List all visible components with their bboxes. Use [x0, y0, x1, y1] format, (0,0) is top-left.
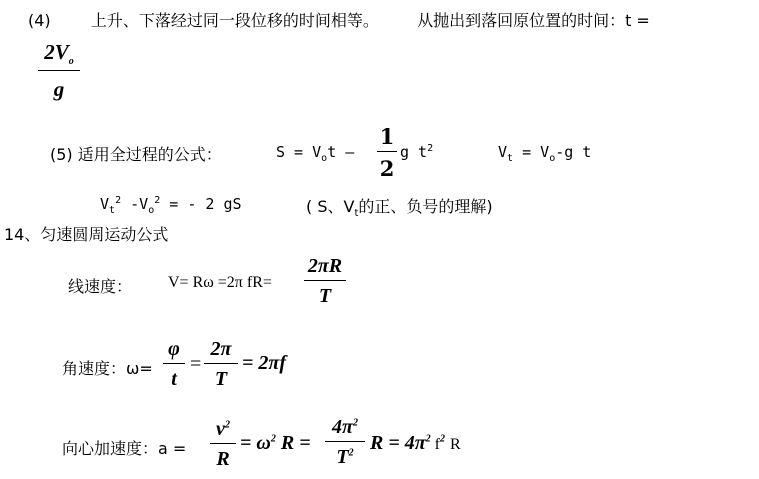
angular-frac1-denominator: t [171, 368, 177, 390]
angular-frac1-numerator: φ [168, 338, 180, 360]
item4-text: 上升、下落经过同一段位移的时间相等。 [90, 11, 379, 30]
angular-frac2-denominator: T [214, 368, 228, 390]
linear-fraction-numerator: 2πR [307, 255, 343, 277]
item4-fraction [38, 40, 80, 102]
item4-fraction-numerator: $2V_o$ [44, 40, 74, 68]
item5-label-row [50, 142, 222, 165]
angular-tail: = 2πf [242, 352, 286, 374]
item4-row [28, 8, 650, 31]
linear-fraction-denominator: T [318, 285, 332, 307]
angular-eq1: = [190, 353, 202, 375]
half-numerator: 1 [379, 124, 395, 149]
clipped-previous-line [0, 0, 759, 3]
item5-half-fraction [377, 124, 397, 181]
item5-number: (5) [50, 145, 73, 164]
angular-frac2-numerator: 2π [210, 338, 232, 360]
item5-formula-3: $V_t^2$ $-V_o^2$ = - 2 gS [100, 195, 242, 216]
item5-label: 适用全过程的公式： [77, 145, 222, 164]
angular-fraction-1 [163, 338, 185, 391]
item5-formula-v: $V_t = V_o-g$ t [498, 143, 592, 164]
centripetal-frac1-numerator: $v^2$ [216, 418, 230, 440]
centripetal-frac1-denominator: R [216, 448, 230, 470]
item4-fraction-denominator: g [53, 77, 65, 102]
half-denominator: 2 [379, 156, 395, 181]
linear-velocity-label: 线速度： [68, 277, 133, 296]
centripetal-fraction-1 [210, 418, 236, 471]
item5-note: ( S、$V_t$的正、负号的理解) [306, 197, 493, 220]
item4-number: (4) [28, 11, 51, 30]
centripetal-mid: = $\omega^2$ R = [240, 432, 311, 454]
linear-velocity-expr: V= Rω =2π fR= [168, 274, 272, 291]
section14-title: 14、匀速圆周运动公式 [4, 225, 169, 244]
centripetal-frac2-denominator: $T^2$ [336, 446, 354, 468]
angular-fraction-2 [204, 338, 238, 391]
item4-time-label: 从抛出到落回原位置的时间：t = [417, 11, 650, 30]
centripetal-frac2-numerator: $4\pi^2$ [332, 416, 358, 438]
item5-formula-s-left: $S = V_ot$ — [276, 143, 355, 164]
angular-velocity-label: 角速度：ω= [62, 359, 153, 378]
centripetal-tail: $R = 4\pi^2$ $f^2$ R [370, 432, 461, 454]
centripetal-label: 向心加速度：a = [62, 439, 187, 458]
linear-velocity-fraction [304, 255, 346, 308]
centripetal-fraction-2 [325, 416, 365, 469]
item5-formula-s-right: g $t^2$ [400, 143, 434, 161]
